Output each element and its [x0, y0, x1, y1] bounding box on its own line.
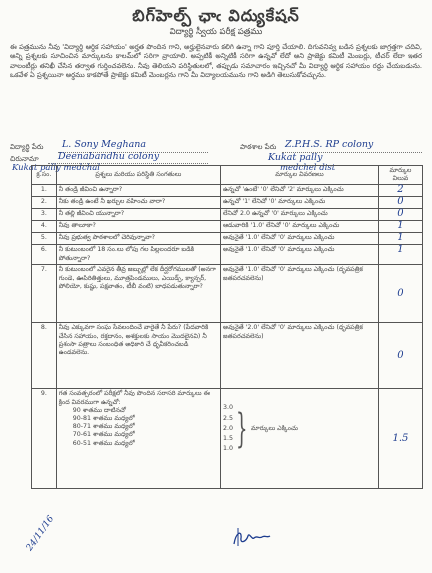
row-number: 5. [32, 233, 57, 245]
document-title: బిగ్‌హెల్ప్ ఛాఁ విద్యుకేషన్ [132, 6, 300, 25]
table-row [32, 221, 423, 233]
grade-mark: 3.0 [223, 404, 234, 412]
row-score[interactable]: 1 [378, 233, 422, 245]
col-header-marks-value: మార్కుల విలువ [378, 166, 422, 185]
address-value-4: medchel dist [280, 163, 336, 173]
table-row [32, 197, 423, 209]
row-marks-description: ఉన్నచో 'ఉంటే' '0' లేనిచో '2' మార్కులు ఎక్కించు [221, 185, 379, 197]
grade-item: 80-71 శాతము మధ్యలో [72, 423, 135, 431]
row-number: 1. [32, 185, 57, 197]
row-question: నీవు తాలూకా? [56, 221, 220, 233]
row-question: నీ కుటుంబంలో ఎవరైన తీవ్ర జబ్బుల్లో లేక దీర్ఘరోగములతో (అనగా గుండె, ఊపిరితిత్తులు, మూత్రపిండములు, ఎయిడ్స్, క్యాన్సర్, పోలియో, కుష్టు, పక్షవాతం, టీబీ వంటి) బాధపడుతున్నారా? [56, 265, 220, 323]
row-marks-description: అవునైతే '1.0' లేనిచో '0' మార్కులు ఎక్కించు [221, 233, 379, 245]
grade-item: 90 శాతము దాటినచో [72, 406, 126, 414]
address-value-1: Deenabandhu colony [58, 151, 160, 162]
grade-mark: 2.5 [223, 414, 234, 422]
grade-item: 60-51 శాతము మధ్యలో [72, 439, 135, 447]
grade-mark: 2.0 [223, 424, 234, 432]
signature-scribble-icon [232, 526, 272, 548]
date-signature [24, 514, 63, 567]
row-score[interactable]: 0 [378, 323, 422, 389]
row-score[interactable]: 1 [378, 245, 422, 265]
row-number: 2. [32, 197, 57, 209]
school-name-label: పాఠశాల పేరు [240, 143, 277, 151]
col-header-question: ప్రశ్నలు మరియు పరిస్థితి సంగతులు [56, 166, 220, 185]
table-row [32, 389, 423, 489]
row-question: నీవు ఎక్కువగా సంఘ సేవలందించే వారైతే నీ పేరు? (పేదవారికి చేసిన సహాయం, రక్తదానం, అశక్తులకు సాయం మొదలైనవి) నీ ప్రశంసా పత్రాలు సంబంధిత అధికారి చే ధృవీకరించబడి ఉండవలెను. [56, 323, 220, 389]
row-number: 4. [32, 221, 57, 233]
document-subtitle: విద్యార్థి స్వీయ పరీక్ష పత్రము [169, 27, 263, 37]
row-marks-description: మార్కులు ఎక్కించు [251, 424, 298, 432]
table-row [32, 323, 423, 389]
row-marks-description: అవునైతే '2.0' లేనిచో '0' మార్కులు ఎక్కించు (ధృవపత్రిక జతపరచవలెను) [221, 323, 379, 389]
row-question-with-grades [56, 389, 220, 489]
grade-item: 70-61 శాతము మధ్యలో [72, 431, 135, 439]
grade-mark: 1.5 [223, 435, 234, 443]
row-score[interactable]: 1.5 [378, 389, 422, 489]
school-name-value: Z.P.H.S. RP colony [285, 139, 374, 150]
col-header-number: క్ర.సం. [32, 166, 57, 185]
student-name-label: విద్యార్థి పేరు [10, 143, 44, 151]
table-row [32, 185, 423, 197]
grade-mark: 1.0 [223, 445, 234, 453]
table-row [32, 245, 423, 265]
table-row [32, 233, 423, 245]
row-number: 3. [32, 209, 57, 221]
row-marks-description: ఉన్నచో '1' లేనిచో '0' మార్కులు ఎక్కించు [221, 197, 379, 209]
address-label: చిరునామా [10, 155, 39, 163]
questions-table [31, 165, 423, 489]
address-value-2: Kukat pally medchal [12, 163, 100, 173]
grade-item: 90-81 శాతము మధ్యలో [72, 415, 135, 423]
row-question: నీ కుటుంబంలో 18 సం.లు లోపు గల పిల్లలందరూ బడికి పోతున్నారా? [56, 245, 220, 265]
row-question: గత సంవత్సరంలో పరీక్షలో నీవు పొందిన సరాసరి మార్కులు ఈ క్రింద వివరముగా ఉన్నచో: [58, 390, 210, 406]
row-marks-description: లేనిచో 2.0 ఉన్నచో '0' మార్కులు ఎక్కించు [221, 209, 379, 221]
handwritten-date: 24/11/16 [24, 514, 57, 553]
row-number: 6. [32, 245, 57, 265]
row-marks-description: ఆడువారికి '1.0' లేనిచో '0' మార్కులు ఎక్కించు [221, 221, 379, 233]
row-number: 8. [32, 323, 57, 389]
table-row [32, 209, 423, 221]
col-header-marks-description: మార్కుల వివరణలు [221, 166, 379, 185]
row-marks-description: అవునైతే '1.0' లేనిచో '0' మార్కులు ఎక్కించు (దృవపత్రిక జతపరచవలెను) [221, 265, 379, 323]
address-value-3: Kukat pally [268, 152, 323, 163]
row-score[interactable]: 1 [378, 221, 422, 233]
row-question: నీ తండ్రి జీవించి ఉన్నారా? [56, 185, 220, 197]
row-number: 9. [32, 389, 57, 489]
row-score[interactable]: 0 [378, 209, 422, 221]
student-name-value: L. Sony Meghana [62, 139, 147, 150]
row-score[interactable]: 0 [378, 265, 422, 323]
row-score[interactable]: 0 [378, 197, 422, 209]
row-number: 7. [32, 265, 57, 323]
table-row [32, 265, 423, 323]
row-marks-scale [221, 389, 379, 489]
row-question: నీవు ప్రభుత్వ పాఠశాలలో చెరివున్నావా? [56, 233, 220, 245]
row-marks-description: అవునైతే '1.0' లేనిచో '0' మార్కులు ఎక్కించు [221, 245, 379, 265]
curly-brace-icon: } [236, 405, 248, 452]
row-question: నీ తల్లి జీవించి యున్నారా? [56, 209, 220, 221]
instructions-paragraph: ఈ పత్రమును నీవు 'విద్యార్థి ఆర్థిక సహాయం' అర్హత పొందిన గాని, అర్హులైనవారు కలిగి ఉన్నా గాని పూర్తి చేయాలి. దిగువనివ్వ బడిన ప్రశ్నలకు జాగ్రత్తగా చదివి, అన్ని ప్రశ్నలకు సూచించిన మార్కులను కాలమ్‌లో సరిగా వ్రాయాలి. అప్పటికీ అన్నిటికీ సరిగా ఉన్నవో లేదో అని ప్రాజెక్టు కమిటీ మెంబర్లు, టీచర్ లేదా ఇతర వాలంటీర్లు తనిఖీ చేసిన తర్వాత గుర్తించవలెను. నీవు తెలియని పరిస్థితులలో, తప్పుడు సమాచారం ఇచ్చినచో మీ విద్యార్థి ఆర్థిక సహాయం రద్దు చేయబడును. ఒకవేళ ఏ ప్రశ్నయినా అర్థము కాకపోతే ప్రాజెక్టు కమిటీ మెంబర్లను గాని మీ విద్యాలయమును గాని అడిగి తెలుసుకోవచ్చును. [10, 43, 422, 80]
row-score[interactable]: 2 [378, 185, 422, 197]
row-question: నీకు తండ్రి ఉంటే నీ ఖర్చుల వహించు వారా? [56, 197, 220, 209]
table-header-row [32, 166, 423, 185]
